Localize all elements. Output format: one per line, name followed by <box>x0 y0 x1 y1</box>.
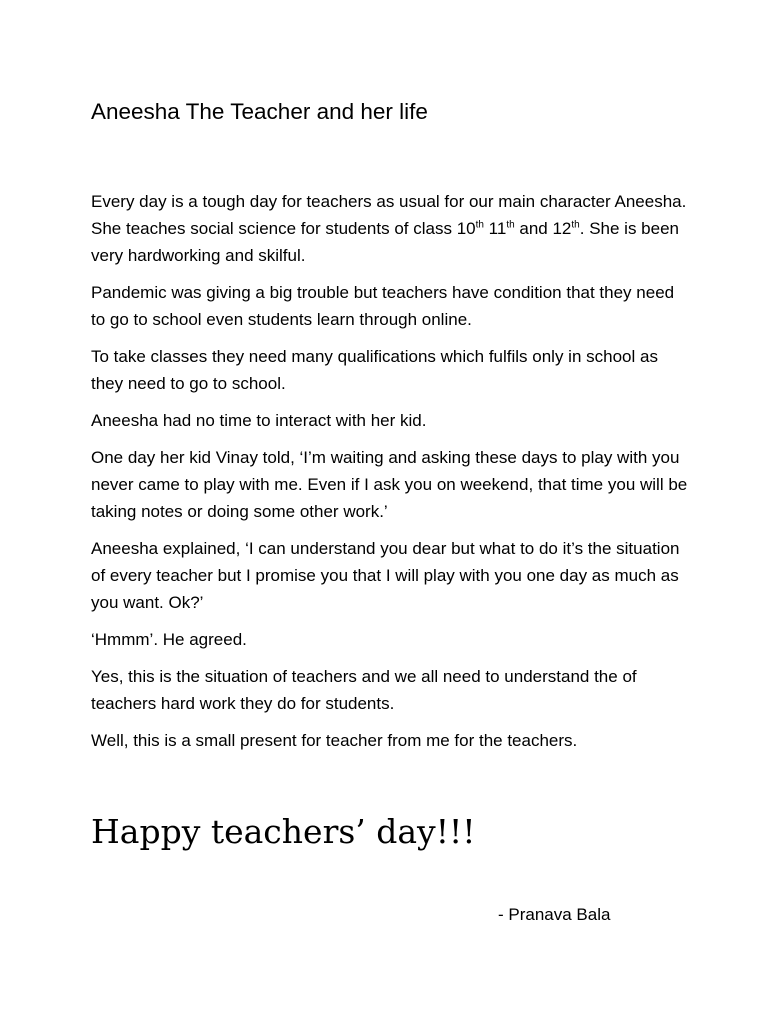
ordinal-suffix: th <box>475 219 484 231</box>
paragraph-qualifications: To take classes they need many qualifications which fulfils only in school as they need to go to school. <box>91 347 658 393</box>
paragraph-agreed: ‘Hmmm’. He agreed. <box>91 630 247 649</box>
paragraph-situation: Yes, this is the situation of teachers and we all need to understand the of teachers hard work they do for students. <box>91 667 637 713</box>
paragraph-vinay: One day her kid Vinay told, ‘I’m waiting and asking these days to play with you never came to play with me. Even if I ask you on weekend, that time you will be taking notes or doing some other work.’ <box>91 448 688 521</box>
ordinal-suffix: th <box>506 219 515 231</box>
intro-text-d: . She is been very hardworking and skilful. <box>91 219 679 265</box>
paragraph-present: Well, this is a small present for teacher from me for the teachers. <box>91 731 578 750</box>
author-signature: - Pranava Bala <box>498 905 611 924</box>
document-title: Aneesha The Teacher and her life <box>91 99 428 124</box>
intro-text-a: Every day is a tough day for teachers as usual for our main character Aneesha. She teaches social science for students of class 10 <box>91 192 687 238</box>
document-body <box>91 188 691 764</box>
ordinal-suffix: th <box>571 219 580 231</box>
paragraph-pandemic: Pandemic was giving a big trouble but teachers have condition that they need to go to school even students learn through online. <box>91 283 675 329</box>
paragraph-intro <box>91 188 691 269</box>
paragraph-aneesha-explains: Aneesha explained, ‘I can understand you dear but what to do it’s the situation of every teacher but I promise you that I will play with you one day as much as you want. Ok?’ <box>91 539 680 612</box>
closing-greeting: Happy teachers’ day!!! <box>91 812 476 851</box>
intro-text-c: and 12 <box>514 219 572 238</box>
intro-text-b: 11 <box>483 219 507 238</box>
paragraph-no-time: Aneesha had no time to interact with her kid. <box>91 411 427 430</box>
